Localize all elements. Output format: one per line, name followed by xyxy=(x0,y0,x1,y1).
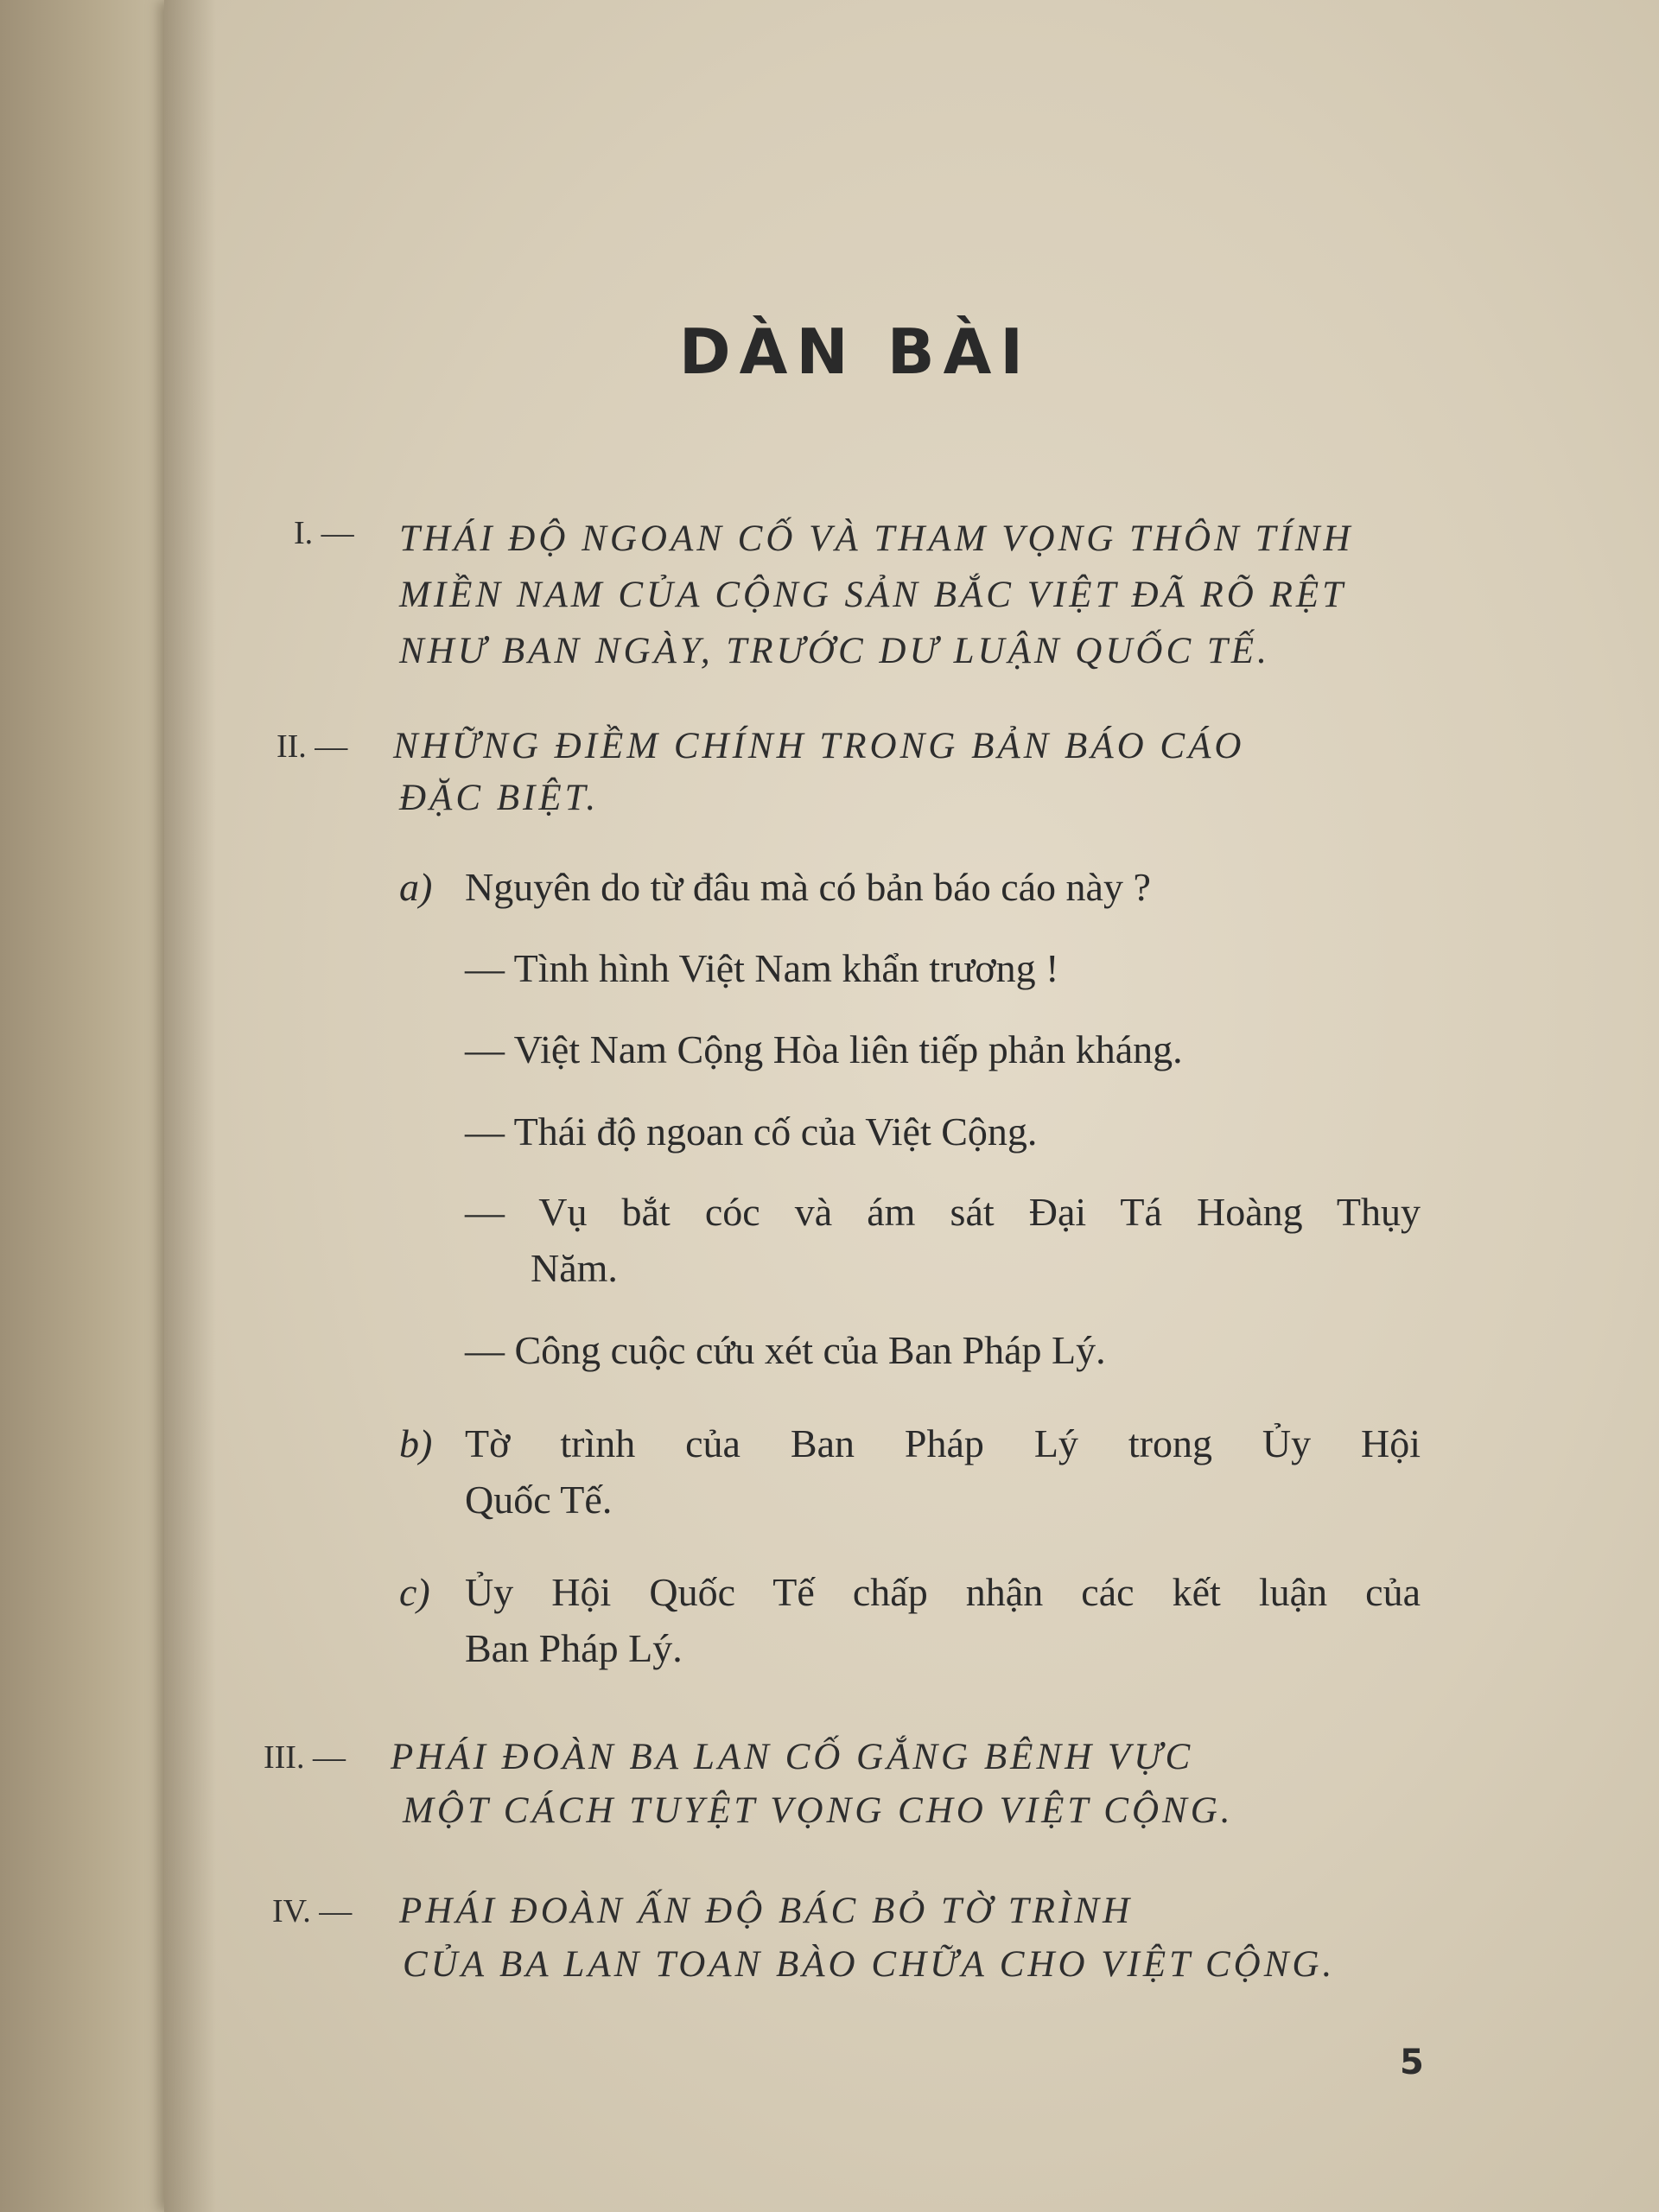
section-2-line-1: NHỮNG ĐIỀM CHÍNH TRONG BẢN BÁO CÁO xyxy=(393,726,1245,766)
subsection-a-item-3: — Thái độ ngoan cố của Việt Cộng. xyxy=(465,1109,1038,1154)
section-1-number: I. — xyxy=(294,515,354,551)
section-1-line-1: THÁI ĐỘ NGOAN CỐ VÀ THAM VỌNG THÔN TÍNH xyxy=(399,518,1354,559)
section-1-line-2: MIỀN NAM CỦA CỘNG SẢN BẮC VIỆT ĐÃ RÕ RỆT xyxy=(399,575,1347,615)
section-4-line-2: CỦA BA LAN TOAN BÀO CHỮA CHO VIỆT CỘNG. xyxy=(403,1944,1336,1985)
subsection-b-line-1: Tờ trình của Ban Pháp Lý trong Ủy Hội xyxy=(465,1421,1421,1465)
subsection-b-label: b) xyxy=(399,1421,433,1465)
section-3-line-1: PHÁI ĐOÀN BA LAN CỐ GẮNG BÊNH VỰC xyxy=(391,1737,1194,1777)
subsection-a-label: a) xyxy=(399,865,433,909)
subsection-c-label: c) xyxy=(399,1570,430,1614)
page-number: 5 xyxy=(1400,2043,1424,2082)
section-4-line-1: PHÁI ĐOÀN ẤN ĐỘ BÁC BỎ TỜ TRÌNH xyxy=(399,1891,1133,1931)
subsection-a-item-1: — Tình hình Việt Nam khẩn trương ! xyxy=(465,946,1059,990)
section-1-line-3: NHƯ BAN NGÀY, TRƯỚC DƯ LUẬN QUỐC TẾ. xyxy=(399,631,1270,671)
subsection-b-line-2: Quốc Tế. xyxy=(465,1478,613,1522)
section-2-number: II. — xyxy=(276,728,348,765)
subsection-a-item-2: — Việt Nam Cộng Hòa liên tiếp phản kháng. xyxy=(465,1027,1183,1071)
subsection-c-line-2: Ban Pháp Lý. xyxy=(465,1626,683,1670)
subsection-c-line-1: Ủy Hội Quốc Tế chấp nhận các kết luận của xyxy=(465,1570,1421,1614)
subsection-a-text: Nguyên do từ đâu mà có bản báo cáo này ? xyxy=(465,865,1151,909)
page-title: DÀN BÀI xyxy=(678,315,1033,388)
subsection-a-item-4: — Vụ bắt cóc và ám sát Đại Tá Hoàng Thụy xyxy=(465,1190,1421,1234)
section-4-number: IV. — xyxy=(272,1893,353,1929)
subsection-a-item-4-continued: Năm. xyxy=(531,1246,618,1290)
section-2-line-2: ĐẶC BIỆT. xyxy=(399,778,600,818)
section-3-line-2: MỘT CÁCH TUYỆT VỌNG CHO VIỆT CỘNG. xyxy=(403,1790,1234,1831)
subsection-a-item-5: — Công cuộc cứu xét của Ban Pháp Lý. xyxy=(465,1328,1106,1372)
section-3-number: III. — xyxy=(264,1739,346,1776)
